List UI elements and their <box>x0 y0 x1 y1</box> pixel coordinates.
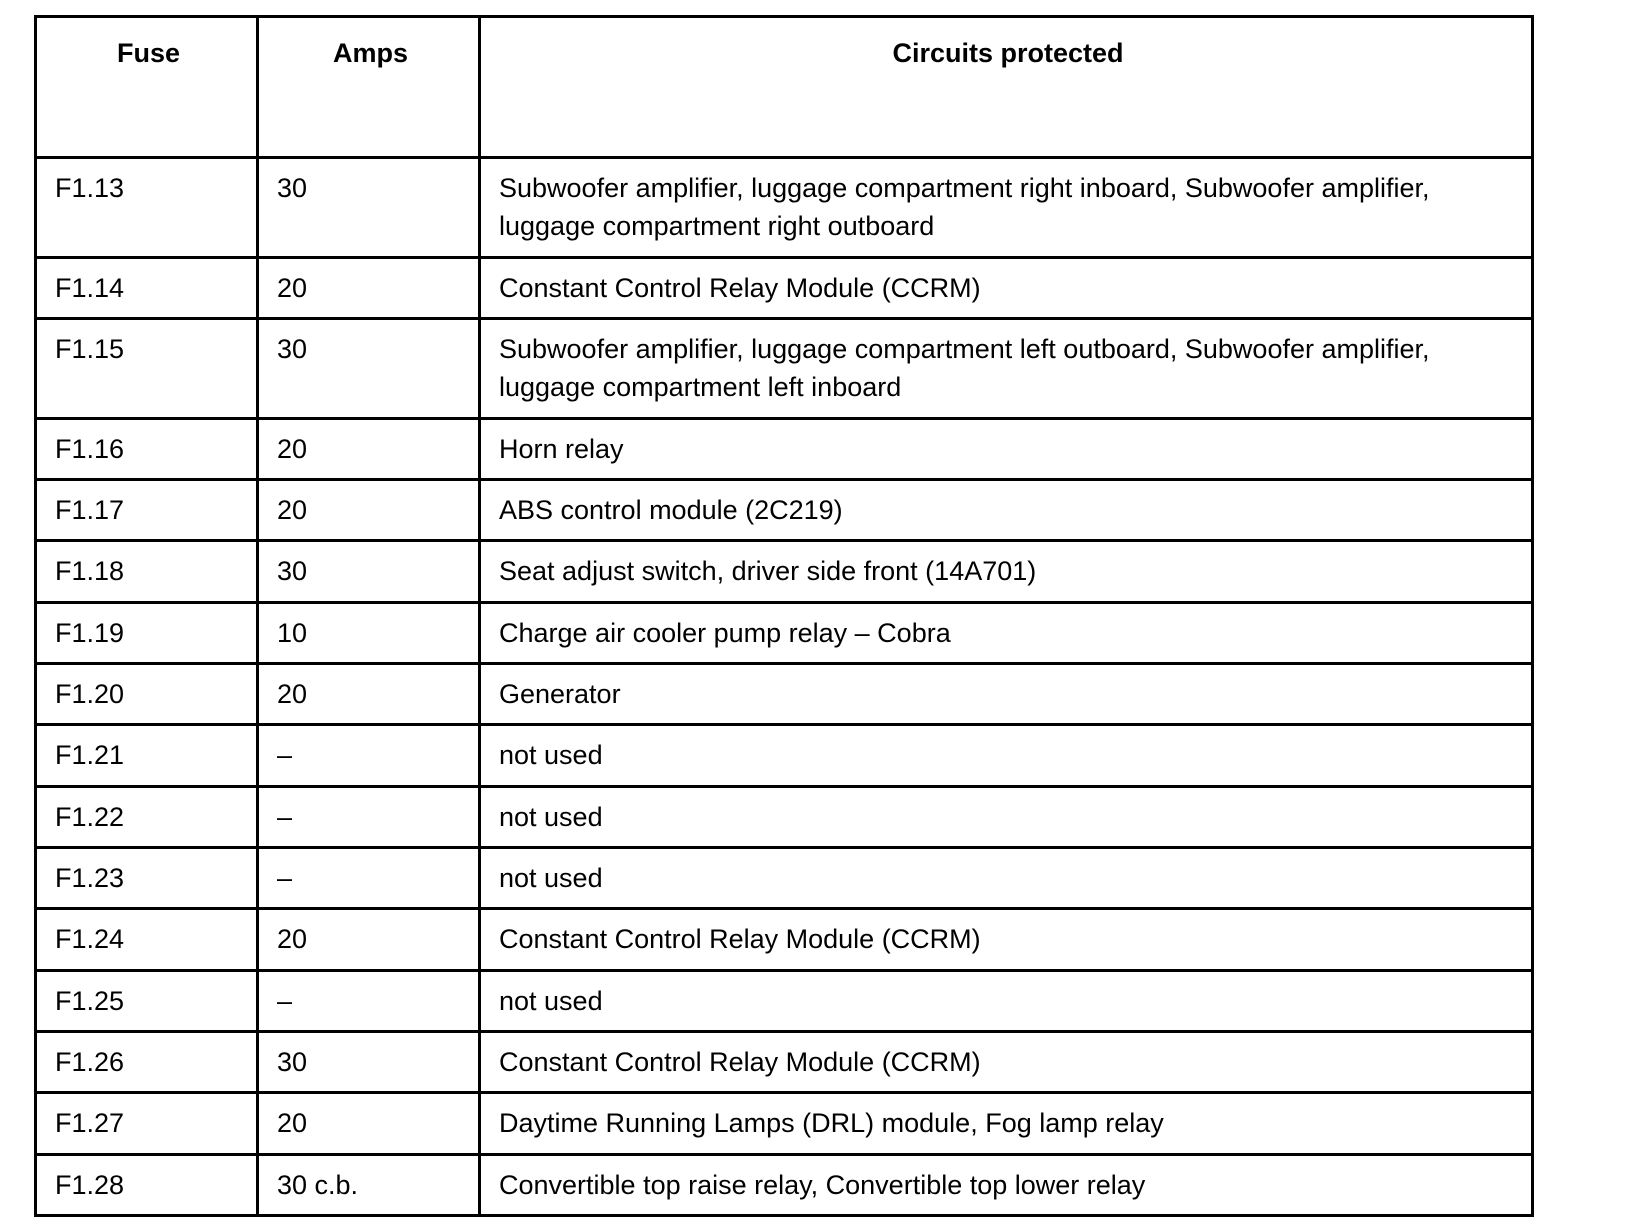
cell-amps: 30 <box>258 541 480 602</box>
cell-amps: 20 <box>258 1093 480 1154</box>
cell-circuits: Daytime Running Lamps (DRL) module, Fog lamp relay <box>480 1093 1533 1154</box>
table-row <box>36 663 1533 724</box>
cell-amps: 20 <box>258 479 480 540</box>
table-row <box>36 257 1533 318</box>
cell-circuits: not used <box>480 970 1533 1031</box>
table-row <box>36 318 1533 418</box>
cell-amps: 20 <box>258 909 480 970</box>
cell-fuse: F1.25 <box>36 970 258 1031</box>
cell-fuse: F1.14 <box>36 257 258 318</box>
cell-amps: 20 <box>258 663 480 724</box>
table-row <box>36 541 1533 602</box>
cell-fuse: F1.17 <box>36 479 258 540</box>
table-row <box>36 479 1533 540</box>
cell-circuits: Seat adjust switch, driver side front (14A701) <box>480 541 1533 602</box>
cell-amps: 20 <box>258 257 480 318</box>
cell-fuse: F1.24 <box>36 909 258 970</box>
cell-circuits: Charge air cooler pump relay – Cobra <box>480 602 1533 663</box>
table-row <box>36 970 1533 1031</box>
cell-amps: 30 <box>258 318 480 418</box>
table-row <box>36 1031 1533 1092</box>
cell-fuse: F1.27 <box>36 1093 258 1154</box>
cell-fuse: F1.23 <box>36 847 258 908</box>
column-header-circuits: Circuits protected <box>480 17 1533 158</box>
cell-circuits: not used <box>480 847 1533 908</box>
cell-amps: 30 c.b. <box>258 1154 480 1215</box>
fuse-table <box>34 15 1534 1217</box>
cell-fuse: F1.18 <box>36 541 258 602</box>
table-row <box>36 909 1533 970</box>
column-header-fuse: Fuse <box>36 17 258 158</box>
table-body <box>36 158 1533 1216</box>
cell-circuits: Constant Control Relay Module (CCRM) <box>480 1031 1533 1092</box>
cell-amps: 20 <box>258 418 480 479</box>
cell-fuse: F1.19 <box>36 602 258 663</box>
cell-fuse: F1.20 <box>36 663 258 724</box>
cell-circuits: not used <box>480 786 1533 847</box>
table-row <box>36 602 1533 663</box>
cell-circuits: Subwoofer amplifier, luggage compartment right inboard, Subwoofer amplifier, luggage compartment right outboard <box>480 158 1533 258</box>
cell-fuse: F1.21 <box>36 725 258 786</box>
cell-amps: – <box>258 786 480 847</box>
column-header-amps: Amps <box>258 17 480 158</box>
cell-fuse: F1.22 <box>36 786 258 847</box>
table-row <box>36 1093 1533 1154</box>
cell-fuse: F1.16 <box>36 418 258 479</box>
table-row <box>36 1154 1533 1215</box>
cell-circuits: Convertible top raise relay, Convertible top lower relay <box>480 1154 1533 1215</box>
cell-amps: 30 <box>258 158 480 258</box>
cell-circuits: not used <box>480 725 1533 786</box>
table-row <box>36 418 1533 479</box>
cell-circuits: Subwoofer amplifier, luggage compartment left outboard, Subwoofer amplifier, luggage compartment left inboard <box>480 318 1533 418</box>
cell-amps: – <box>258 970 480 1031</box>
cell-circuits: Constant Control Relay Module (CCRM) <box>480 257 1533 318</box>
table-row <box>36 847 1533 908</box>
cell-amps: 10 <box>258 602 480 663</box>
cell-fuse: F1.13 <box>36 158 258 258</box>
table-header-row <box>36 17 1533 158</box>
table-row <box>36 786 1533 847</box>
cell-fuse: F1.15 <box>36 318 258 418</box>
cell-amps: – <box>258 725 480 786</box>
cell-fuse: F1.26 <box>36 1031 258 1092</box>
cell-amps: – <box>258 847 480 908</box>
table-row <box>36 725 1533 786</box>
table-row <box>36 158 1533 258</box>
table-header <box>36 17 1533 158</box>
cell-amps: 30 <box>258 1031 480 1092</box>
cell-circuits: Generator <box>480 663 1533 724</box>
cell-fuse: F1.28 <box>36 1154 258 1215</box>
cell-circuits: ABS control module (2C219) <box>480 479 1533 540</box>
cell-circuits: Horn relay <box>480 418 1533 479</box>
cell-circuits: Constant Control Relay Module (CCRM) <box>480 909 1533 970</box>
